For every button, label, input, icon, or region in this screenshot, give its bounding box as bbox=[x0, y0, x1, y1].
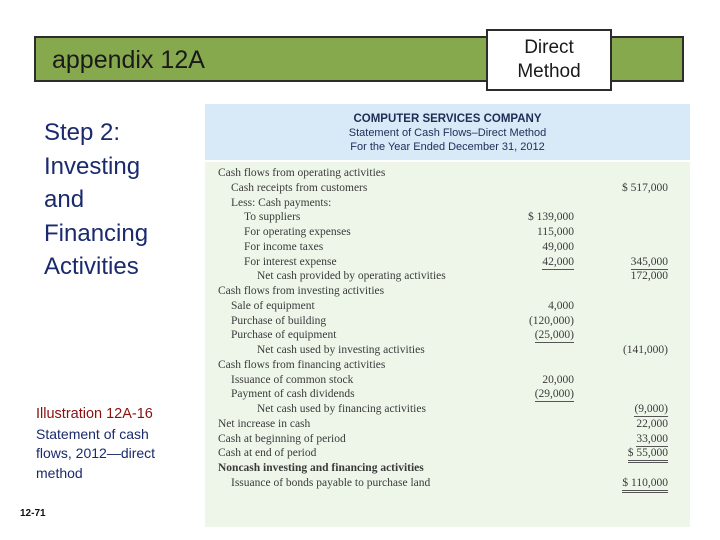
statement-header bbox=[205, 104, 690, 160]
caption-line: flows, 2012—direct bbox=[36, 445, 156, 461]
header-divider bbox=[205, 160, 690, 162]
row-label: Net cash used by financing activities bbox=[257, 403, 426, 415]
total-amount: $ 110,000 bbox=[622, 476, 668, 493]
detail-amount: (25,000) bbox=[534, 329, 574, 342]
row-label: For interest expense bbox=[244, 255, 337, 268]
total-amount: $ 55,000 bbox=[628, 446, 668, 463]
statement-row bbox=[205, 210, 690, 224]
statement-row bbox=[205, 461, 690, 475]
row-label: Net cash used by investing activities bbox=[257, 344, 425, 356]
detail-amount: 115,000 bbox=[537, 226, 574, 238]
caption-line: method bbox=[36, 464, 83, 481]
statement-row bbox=[205, 181, 690, 195]
detail-amount: 42,000 bbox=[542, 255, 574, 268]
statement-row bbox=[205, 225, 690, 239]
total-amount: (9,000) bbox=[634, 403, 668, 415]
method-box bbox=[486, 29, 612, 91]
total-amount: 345,000 bbox=[630, 255, 668, 268]
statement-row bbox=[205, 269, 690, 283]
cash-flow-statement bbox=[205, 104, 690, 527]
statement-row bbox=[205, 343, 690, 357]
statement-row bbox=[205, 402, 690, 416]
caption-line: Statement of cash bbox=[36, 425, 149, 442]
statement-row bbox=[205, 358, 690, 372]
step-line: and bbox=[44, 186, 85, 213]
row-label: Cash flows from operating activities bbox=[218, 167, 386, 179]
step-heading bbox=[44, 116, 194, 284]
row-label: Less: Cash payments: bbox=[231, 196, 332, 209]
step-line: Investing bbox=[44, 152, 141, 180]
slide-title: appendix 12A bbox=[52, 46, 205, 74]
statement-row bbox=[205, 373, 690, 387]
statement-row bbox=[205, 284, 690, 298]
total-amount: 33,000 bbox=[636, 432, 668, 445]
statement-row bbox=[205, 255, 690, 269]
detail-amount: (120,000) bbox=[528, 314, 574, 327]
statement-row bbox=[205, 446, 690, 460]
row-label: Cash at beginning of period bbox=[218, 432, 346, 445]
row-label: Cash flows from financing activities bbox=[218, 358, 386, 371]
row-label: To suppliers bbox=[244, 211, 301, 224]
page-number: 12-71 bbox=[20, 508, 46, 519]
illustration-heading: Illustration 12A-16 bbox=[36, 406, 153, 422]
step-line: Step 2: bbox=[44, 119, 121, 146]
detail-amount: 4,000 bbox=[548, 299, 574, 312]
illustration-caption bbox=[36, 405, 196, 483]
detail-amount: (29,000) bbox=[534, 388, 574, 401]
row-label: For income taxes bbox=[244, 240, 324, 253]
statement-period: For the Year Ended December 31, 2012 bbox=[350, 141, 545, 153]
step-line: Financing bbox=[44, 219, 149, 247]
row-label: Issuance of bonds payable to purchase land bbox=[231, 476, 431, 489]
statement-row bbox=[205, 387, 690, 401]
statement-row bbox=[205, 166, 690, 180]
row-label: Purchase of equipment bbox=[231, 329, 337, 342]
statement-subtitle: Statement of Cash Flows–Direct Method bbox=[348, 127, 547, 139]
detail-amount: 20,000 bbox=[542, 373, 574, 386]
statement-row bbox=[205, 299, 690, 313]
row-label: Issuance of common stock bbox=[231, 373, 354, 386]
row-label: Net cash provided by operating activities bbox=[257, 270, 446, 283]
row-label: Net increase in cash bbox=[218, 417, 311, 430]
row-label: For operating expenses bbox=[244, 226, 351, 238]
row-label: Payment of cash dividends bbox=[231, 388, 355, 401]
total-amount: (141,000) bbox=[622, 344, 668, 356]
row-label: Cash flows from investing activities bbox=[218, 285, 385, 297]
statement-row bbox=[205, 314, 690, 328]
statement-row bbox=[205, 196, 690, 210]
row-label: Cash receipts from customers bbox=[231, 181, 368, 194]
total-amount: 172,000 bbox=[630, 270, 668, 283]
statement-row bbox=[205, 476, 690, 490]
statement-row bbox=[205, 432, 690, 446]
detail-amount: 49,000 bbox=[542, 240, 574, 253]
total-amount: 22,000 bbox=[636, 417, 668, 430]
statement-row bbox=[205, 417, 690, 431]
total-amount: $ 517,000 bbox=[622, 181, 668, 194]
company-name: COMPUTER SERVICES COMPANY bbox=[353, 113, 542, 125]
method-label-line2: Method bbox=[517, 61, 581, 82]
detail-amount: $ 139,000 bbox=[528, 211, 574, 224]
step-line: Activities bbox=[44, 253, 139, 280]
row-label: Sale of equipment bbox=[231, 299, 315, 312]
row-label: Noncash investing and financing activities bbox=[218, 462, 424, 474]
statement-row bbox=[205, 240, 690, 254]
statement-row bbox=[205, 328, 690, 342]
row-label: Purchase of building bbox=[231, 314, 327, 327]
method-label-line1: Direct bbox=[524, 37, 574, 58]
row-label: Cash at end of period bbox=[218, 447, 317, 460]
